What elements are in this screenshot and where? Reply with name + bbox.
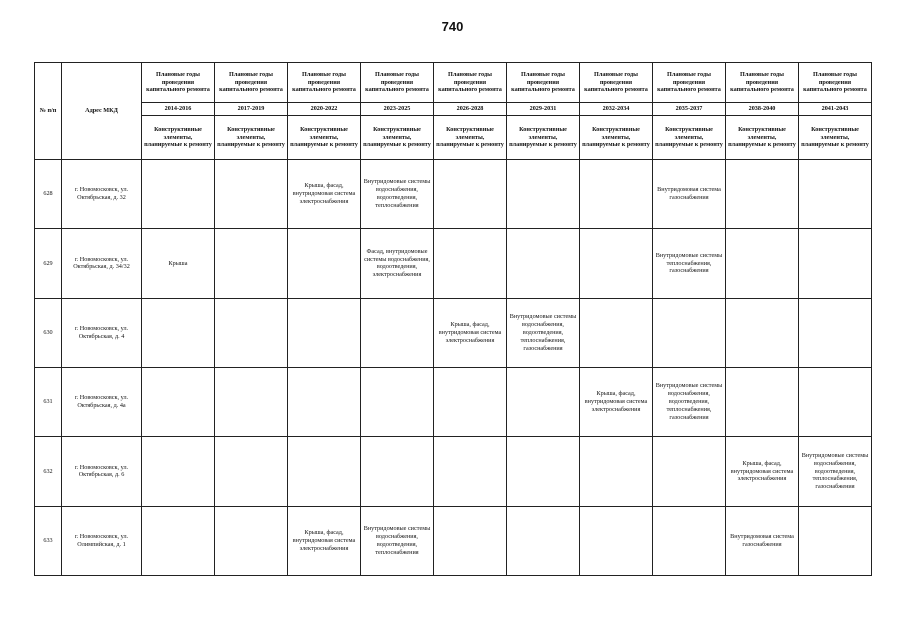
repair-cell: Внутридомовая система газоснабжения <box>726 506 799 575</box>
repair-cell <box>215 437 288 506</box>
repair-cell: Крыша <box>142 229 215 298</box>
repair-cell <box>507 160 580 229</box>
header-year-range: 2014-2016 <box>142 103 215 116</box>
repair-cell: Внутридомовые системы водоснабжения, водоотведения, теплоснабжения <box>361 160 434 229</box>
table-row <box>35 298 872 367</box>
repair-cell <box>726 160 799 229</box>
repair-cell <box>142 367 215 436</box>
repair-cell <box>653 437 726 506</box>
repair-cell: Внутридомовые системы теплоснабжения, газоснабжения <box>653 229 726 298</box>
header-planned-years: Плановые годы проведения капитального ремонта <box>726 63 799 103</box>
header-planned-years: Плановые годы проведения капитального ремонта <box>288 63 361 103</box>
repair-cell: Крыша, фасад, внутридомовая система электроснабжения <box>580 367 653 436</box>
header-planned-years: Плановые годы проведения капитального ремонта <box>215 63 288 103</box>
header-planned-years: Плановые годы проведения капитального ремонта <box>580 63 653 103</box>
header-planned-years: Плановые годы проведения капитального ремонта <box>799 63 872 103</box>
header-elements: Конструктивные элементы, планируемые к ремонту <box>434 116 507 160</box>
repair-cell <box>434 367 507 436</box>
repair-cell <box>215 506 288 575</box>
header-year-range: 2023-2025 <box>361 103 434 116</box>
repair-cell <box>361 367 434 436</box>
row-number: 629 <box>35 229 62 298</box>
row-address: г. Новомосковск, ул. Октябрьская, д. 6 <box>62 437 142 506</box>
header-elements: Конструктивные элементы, планируемые к ремонту <box>580 116 653 160</box>
header-year-range: 2026-2028 <box>434 103 507 116</box>
repair-cell: Крыша, фасад, внутридомовая система электроснабжения <box>434 298 507 367</box>
header-planned-years: Плановые годы проведения капитального ремонта <box>507 63 580 103</box>
repair-cell <box>507 367 580 436</box>
repair-cell: Крыша, фасад, внутридомовая система электроснабжения <box>288 160 361 229</box>
repair-cell <box>142 160 215 229</box>
header-planned-years: Плановые годы проведения капитального ремонта <box>434 63 507 103</box>
repair-cell <box>288 437 361 506</box>
repair-cell <box>726 367 799 436</box>
row-number: 630 <box>35 298 62 367</box>
repair-cell: Внутридомовые системы водоснабжения, водоотведения, теплоснабжения, газоснабжения <box>653 367 726 436</box>
table-row <box>35 160 872 229</box>
repair-cell <box>653 506 726 575</box>
header-elements: Конструктивные элементы, планируемые к ремонту <box>142 116 215 160</box>
repair-cell <box>799 506 872 575</box>
table-row <box>35 367 872 436</box>
repair-cell: Внутридомовые системы водоснабжения, водоотведения, теплоснабжения, газоснабжения <box>799 437 872 506</box>
row-address: г. Новомосковск, ул. Олимпийская, д. 1 <box>62 506 142 575</box>
header-address: Адрес МКД <box>62 63 142 160</box>
row-address: г. Новомосковск, ул. Октябрьская, д. 4 <box>62 298 142 367</box>
repair-cell <box>215 367 288 436</box>
repair-cell <box>507 506 580 575</box>
header-no: № п/п <box>35 63 62 160</box>
repair-cell: Внутридомовые системы водоснабжения, водоотведения, теплоснабжения, газоснабжения <box>507 298 580 367</box>
header-year-range: 2029-2031 <box>507 103 580 116</box>
header-year-range: 2041-2043 <box>799 103 872 116</box>
header-elements: Конструктивные элементы, планируемые к ремонту <box>799 116 872 160</box>
repair-cell <box>142 506 215 575</box>
repair-cell <box>726 298 799 367</box>
header-planned-years: Плановые годы проведения капитального ремонта <box>361 63 434 103</box>
header-elements: Конструктивные элементы, планируемые к ремонту <box>361 116 434 160</box>
repair-cell <box>799 298 872 367</box>
row-number: 631 <box>35 367 62 436</box>
row-address: г. Новомосковск, ул. Октябрьская, д. 4а <box>62 367 142 436</box>
repair-cell <box>799 367 872 436</box>
header-elements: Конструктивные элементы, планируемые к ремонту <box>653 116 726 160</box>
repair-cell: Внутридомовая система газоснабжения <box>653 160 726 229</box>
repair-cell <box>434 437 507 506</box>
header-row-year-ranges <box>35 103 872 116</box>
repair-cell <box>215 160 288 229</box>
repair-cell <box>653 298 726 367</box>
repair-cell <box>361 298 434 367</box>
repair-cell <box>799 229 872 298</box>
header-elements: Конструктивные элементы, планируемые к ремонту <box>507 116 580 160</box>
repair-cell <box>507 437 580 506</box>
header-row-planned-years <box>35 63 872 103</box>
repair-cell <box>142 437 215 506</box>
repair-cell <box>142 298 215 367</box>
repair-cell <box>434 506 507 575</box>
repair-cell <box>580 160 653 229</box>
repair-cell: Фасад, внутридомовые системы водоснабжения, водоотведения, электроснабжения <box>361 229 434 298</box>
repair-cell <box>580 506 653 575</box>
repair-cell <box>580 298 653 367</box>
header-year-range: 2032-2034 <box>580 103 653 116</box>
repair-cell <box>726 229 799 298</box>
header-year-range: 2038-2040 <box>726 103 799 116</box>
header-year-range: 2035-2037 <box>653 103 726 116</box>
header-elements: Конструктивные элементы, планируемые к ремонту <box>288 116 361 160</box>
header-planned-years: Плановые годы проведения капитального ремонта <box>142 63 215 103</box>
row-number: 632 <box>35 437 62 506</box>
repair-cell: Внутридомовые системы водоснабжения, водоотведения, теплоснабжения <box>361 506 434 575</box>
header-elements: Конструктивные элементы, планируемые к ремонту <box>215 116 288 160</box>
repair-cell <box>507 229 580 298</box>
row-address: г. Новомосковск, ул. Октябрьская, д. 32 <box>62 160 142 229</box>
repair-cell: Крыша, фасад, внутридомовая система электроснабжения <box>288 506 361 575</box>
repair-cell <box>580 437 653 506</box>
repair-cell <box>288 229 361 298</box>
repair-cell <box>215 229 288 298</box>
row-number: 628 <box>35 160 62 229</box>
repair-cell <box>288 298 361 367</box>
repair-cell <box>434 229 507 298</box>
repair-cell: Крыша, фасад, внутридомовая система электроснабжения <box>726 437 799 506</box>
repair-cell <box>580 229 653 298</box>
table-row <box>35 506 872 575</box>
repair-cell <box>215 298 288 367</box>
header-planned-years: Плановые годы проведения капитального ремонта <box>653 63 726 103</box>
page-number: 740 <box>441 19 464 34</box>
header-row-elements <box>35 116 872 160</box>
row-address: г. Новомосковск, ул. Октябрьская, д. 34/32 <box>62 229 142 298</box>
header-year-range: 2017-2019 <box>215 103 288 116</box>
capital-repair-plan-table <box>34 62 872 576</box>
repair-cell <box>434 160 507 229</box>
row-number: 633 <box>35 506 62 575</box>
repair-cell <box>799 160 872 229</box>
repair-cell <box>361 437 434 506</box>
header-year-range: 2020-2022 <box>288 103 361 116</box>
table-row <box>35 437 872 506</box>
table-row <box>35 229 872 298</box>
repair-cell <box>288 367 361 436</box>
header-elements: Конструктивные элементы, планируемые к ремонту <box>726 116 799 160</box>
